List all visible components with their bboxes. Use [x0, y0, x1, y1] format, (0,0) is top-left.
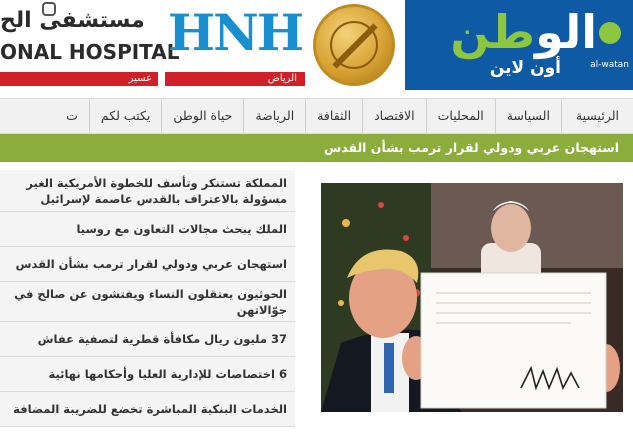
nav-item-politics[interactable]: السياسة	[495, 99, 561, 133]
nav-item-economy[interactable]: الاقتصاد	[362, 99, 426, 133]
breaking-news-ticker	[0, 134, 633, 162]
headline-item[interactable]	[0, 322, 295, 357]
headline-item[interactable]	[0, 247, 295, 282]
headline-text: 37 مليون ريال مكافأة قطرية لتصفية عفاش	[37, 332, 287, 346]
ticker-headline-link[interactable]: استهجان عربي ودولي لقرار ترمب بشأن القدس	[324, 140, 619, 155]
featured-news-photo[interactable]	[321, 183, 623, 412]
headline-text: المملكة تستنكر وتأسف للخطوة الأمريكية الغير مسؤولة بالاعتراف بالقدس عاصمة لإسرائيل	[26, 175, 287, 206]
ad-riyadh-bar: الرياض	[165, 72, 305, 86]
headline-text: الملك يبحث مجالات التعاون مع روسيا	[76, 222, 287, 236]
logo-subtitle: أون لاين	[489, 58, 561, 78]
headline-list	[0, 170, 295, 432]
headline-text: الحوثيون يعتقلون النساء ويفتشون عن صالح في جوّالاتهن	[14, 286, 287, 317]
headline-text: استهجان عربي ودولي لقرار ترمب بشأن القدس	[15, 257, 287, 271]
ad-asir-bar: عسير	[0, 72, 158, 86]
nav-item-writers[interactable]: يكتب لكم	[89, 99, 161, 133]
nav-item-local[interactable]: المحليات	[426, 99, 495, 133]
headline-item[interactable]	[0, 392, 295, 427]
accreditation-seal-icon	[313, 4, 395, 86]
main-navigation	[0, 98, 633, 134]
nav-item-watan-life[interactable]: حياة الوطن	[161, 99, 243, 133]
headline-item[interactable]	[0, 212, 295, 247]
nav-item-home[interactable]: الرئيسية	[561, 99, 633, 133]
featured-photo-illustration	[321, 183, 623, 412]
headline-item[interactable]	[0, 170, 295, 212]
nav-item-culture[interactable]: الثقافة	[305, 99, 362, 133]
headline-item[interactable]	[0, 357, 295, 392]
ad-hnh-logo: HNH	[167, 3, 303, 62]
headline-text: الخدمات البنكية المباشرة تخضع للضريبة المضافة	[13, 402, 287, 416]
hospital-ad-banner[interactable]	[0, 0, 405, 90]
site-header	[0, 0, 633, 96]
logo-wordmark: الوطن	[450, 5, 597, 59]
headline-item[interactable]	[0, 282, 295, 322]
ad-hospital-name-arabic: مستشفى الح	[0, 8, 145, 33]
logo-latin-name: al-watan	[590, 60, 629, 70]
site-logo[interactable]	[405, 0, 633, 90]
ad-hospital-name-english: ONAL HOSPITAL	[0, 40, 180, 64]
headline-text: 6 اختصاصات للإدارية العليا وأحكامها نهائية	[48, 367, 287, 381]
logo-dot-icon	[599, 22, 621, 44]
nav-item-truncated[interactable]: ت	[66, 108, 78, 123]
nav-item-sports[interactable]: الرياضة	[243, 99, 305, 133]
